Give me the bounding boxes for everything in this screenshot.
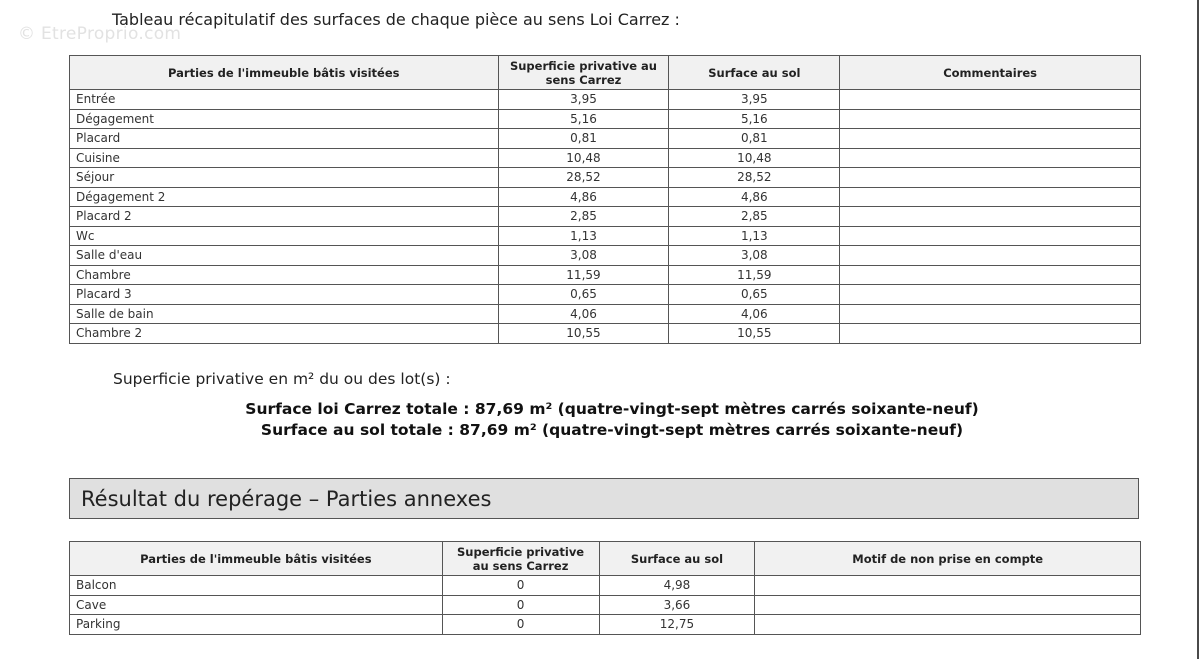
cell-sol: 3,66 [599,595,755,615]
cell-comment [840,109,1141,129]
table-header-row [70,542,1141,576]
cell-name: Entrée [70,90,499,110]
sol-total: Surface au sol totale : 87,69 m² (quatre-vingt-sept mètres carrés soixante-neuf) [260,421,964,439]
cell-carrez: 10,55 [498,324,669,344]
col-header-parties: Parties de l'immeuble bâtis visitées [70,542,443,576]
watermark: © EtreProprio.com [18,24,182,44]
cell-carrez: 0 [442,595,599,615]
cell-comment [840,226,1141,246]
annex-table-body [70,576,1141,635]
cell-name: Chambre 2 [70,324,499,344]
cell-name: Balcon [70,576,443,596]
cell-sol: 5,16 [669,109,840,129]
table-row [70,148,1141,168]
table-row [70,109,1141,129]
cell-sol: 0,81 [669,129,840,149]
cell-name: Salle de bain [70,304,499,324]
annex-section-title: Résultat du repérage – Parties annexes [69,478,1139,519]
cell-sol: 11,59 [669,265,840,285]
cell-name: Chambre [70,265,499,285]
cell-comment [840,168,1141,188]
cell-comment [840,90,1141,110]
table-row [70,246,1141,266]
cell-carrez: 28,52 [498,168,669,188]
cell-name: Dégagement [70,109,499,129]
cell-sol: 3,95 [669,90,840,110]
cell-comment [840,246,1141,266]
table-row [70,285,1141,305]
cell-sol: 10,55 [669,324,840,344]
cell-sol: 3,08 [669,246,840,266]
cell-comment [840,148,1141,168]
carrez-surfaces-table [69,55,1141,344]
table-row [70,226,1141,246]
col-header-sol: Surface au sol [669,56,840,90]
cell-motif [755,576,1141,596]
cell-name: Cuisine [70,148,499,168]
cell-name: Placard [70,129,499,149]
cell-carrez: 0,65 [498,285,669,305]
col-header-motif: Motif de non prise en compte [755,542,1141,576]
cell-sol: 4,06 [669,304,840,324]
cell-motif [755,615,1141,635]
col-header-parties: Parties de l'immeuble bâtis visitées [70,56,499,90]
cell-carrez: 5,16 [498,109,669,129]
cell-sol: 4,86 [669,187,840,207]
cell-carrez: 4,86 [498,187,669,207]
table-row [70,615,1141,635]
cell-sol: 28,52 [669,168,840,188]
col-header-sol: Surface au sol [599,542,755,576]
intro-heading: Tableau récapitulatif des surfaces de chaque pièce au sens Loi Carrez : [112,10,680,29]
table-row [70,304,1141,324]
col-header-commentaires: Commentaires [840,56,1141,90]
table-row [70,595,1141,615]
cell-comment [840,324,1141,344]
cell-sol: 4,98 [599,576,755,596]
cell-name: Cave [70,595,443,615]
cell-sol: 2,85 [669,207,840,227]
annex-surfaces-table [69,541,1141,635]
table-row [70,168,1141,188]
cell-carrez: 4,06 [498,304,669,324]
cell-name: Dégagement 2 [70,187,499,207]
cell-carrez: 0 [442,576,599,596]
table-header-row [70,56,1141,90]
cell-sol: 10,48 [669,148,840,168]
table-row [70,129,1141,149]
cell-carrez: 11,59 [498,265,669,285]
cell-name: Salle d'eau [70,246,499,266]
cell-name: Placard 3 [70,285,499,305]
carrez-total: Surface loi Carrez totale : 87,69 m² (quatre-vingt-sept mètres carrés soixante-neuf) [245,400,979,418]
cell-carrez: 0 [442,615,599,635]
cell-name: Parking [70,615,443,635]
carrez-table-body [70,90,1141,344]
cell-name: Placard 2 [70,207,499,227]
page-edge-divider [1197,0,1199,659]
summary-label: Superficie privative en m² du ou des lot(s) : [113,370,451,388]
cell-carrez: 1,13 [498,226,669,246]
col-header-carrez: Superficie privative au sens Carrez [498,56,669,90]
cell-sol: 12,75 [599,615,755,635]
cell-carrez: 3,08 [498,246,669,266]
cell-comment [840,285,1141,305]
table-row [70,90,1141,110]
cell-comment [840,265,1141,285]
cell-comment [840,304,1141,324]
cell-sol: 0,65 [669,285,840,305]
col-header-carrez: Superficie privative au sens Carrez [442,542,599,576]
table-row [70,187,1141,207]
cell-sol: 1,13 [669,226,840,246]
cell-comment [840,187,1141,207]
cell-motif [755,595,1141,615]
table-row [70,265,1141,285]
cell-comment [840,129,1141,149]
cell-carrez: 0,81 [498,129,669,149]
table-row [70,207,1141,227]
cell-carrez: 2,85 [498,207,669,227]
cell-carrez: 10,48 [498,148,669,168]
cell-comment [840,207,1141,227]
cell-name: Séjour [70,168,499,188]
cell-name: Wc [70,226,499,246]
table-row [70,576,1141,596]
cell-carrez: 3,95 [498,90,669,110]
table-row [70,324,1141,344]
